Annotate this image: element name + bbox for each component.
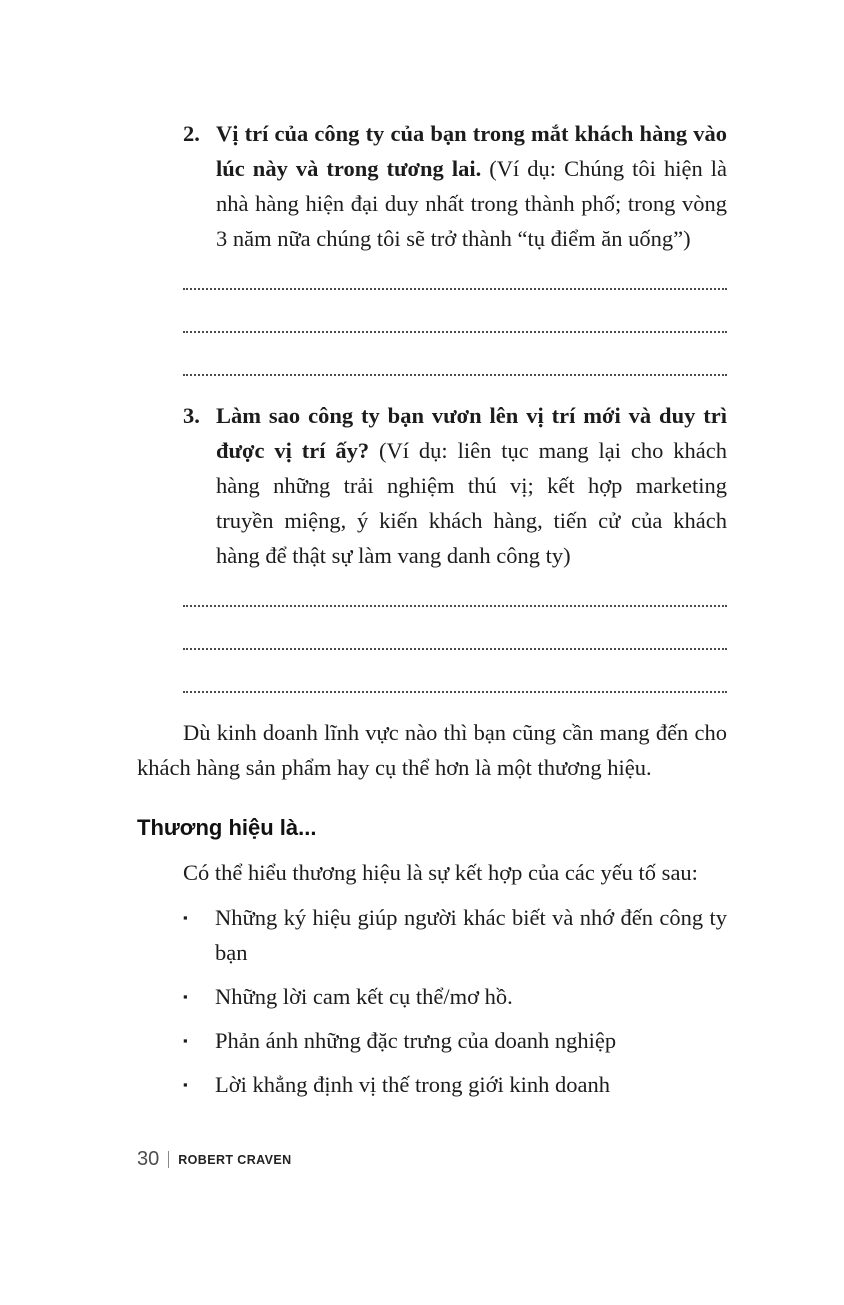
list-item: [137, 1023, 727, 1058]
list-item: [137, 1067, 727, 1102]
dotted-answer-line: [183, 288, 727, 290]
answer-lines-group: [183, 605, 727, 693]
bullet-text: Những ký hiệu giúp người khác biết và nhớ đến công ty bạn: [215, 905, 727, 965]
intro-paragraph: Có thể hiểu thương hiệu là sự kết hợp của các yếu tố sau:: [183, 860, 698, 885]
dotted-answer-line: [183, 605, 727, 607]
item-body-text: (Ví dụ: liên tục mang lại cho khách hàng những trải nghiệm thú vị; kết hợp marketing truyền miệng, ý kiến khách hàng, tiến cử của khách hàng để thật sự làm vang danh công ty): [216, 438, 727, 568]
bullet-square-icon: ▪: [183, 989, 188, 1004]
bullet-square-icon: ▪: [183, 1077, 188, 1092]
list-item: [137, 900, 727, 970]
numbered-item-3: [137, 398, 727, 573]
bullet-square-icon: ▪: [183, 910, 188, 925]
page-footer: [137, 1148, 292, 1171]
book-author: ROBERT CRAVEN: [178, 1152, 292, 1167]
section-heading: Thương hiệu là...: [137, 815, 317, 840]
list-item: [137, 979, 727, 1014]
item-text: [216, 116, 727, 256]
page-number: 30: [137, 1148, 160, 1170]
item-text: [216, 398, 727, 573]
bullet-text: Phản ánh những đặc trưng của doanh nghiệp: [215, 1028, 617, 1053]
item-body-text: (Ví dụ: Chúng tôi hiện là nhà hàng hiện đại duy nhất trong thành phố; trong vòng 3 năm nữa chúng tôi sẽ trở thành “tụ điểm ăn uống”): [216, 156, 727, 251]
body-paragraph: Dù kinh doanh lĩnh vực nào thì bạn cũng cần mang đến cho khách hàng sản phẩm hay cụ thể hơn là một thương hiệu.: [137, 720, 727, 780]
bullet-text: Lời khẳng định vị thế trong giới kinh doanh: [215, 1072, 611, 1097]
item-number: 3.: [183, 403, 200, 428]
dotted-answer-line: [183, 648, 727, 650]
dotted-answer-line: [183, 374, 727, 376]
item-lead-bold: Vị trí của công ty của bạn trong mắt khách hàng vào lúc này và trong tương lai.: [216, 121, 727, 181]
footer-divider: [168, 1151, 169, 1168]
bullet-square-icon: ▪: [183, 1033, 188, 1048]
item-lead-bold: Làm sao công ty bạn vươn lên vị trí mới và duy trì được vị trí ấy?: [216, 403, 727, 463]
dotted-answer-line: [183, 331, 727, 333]
numbered-item-2: [137, 116, 727, 256]
item-number: 2.: [183, 121, 200, 146]
bullet-text: Những lời cam kết cụ thể/mơ hồ.: [215, 984, 513, 1009]
brand-definition-list: [137, 900, 727, 1102]
dotted-answer-line: [183, 691, 727, 693]
answer-lines-group: [183, 288, 727, 376]
